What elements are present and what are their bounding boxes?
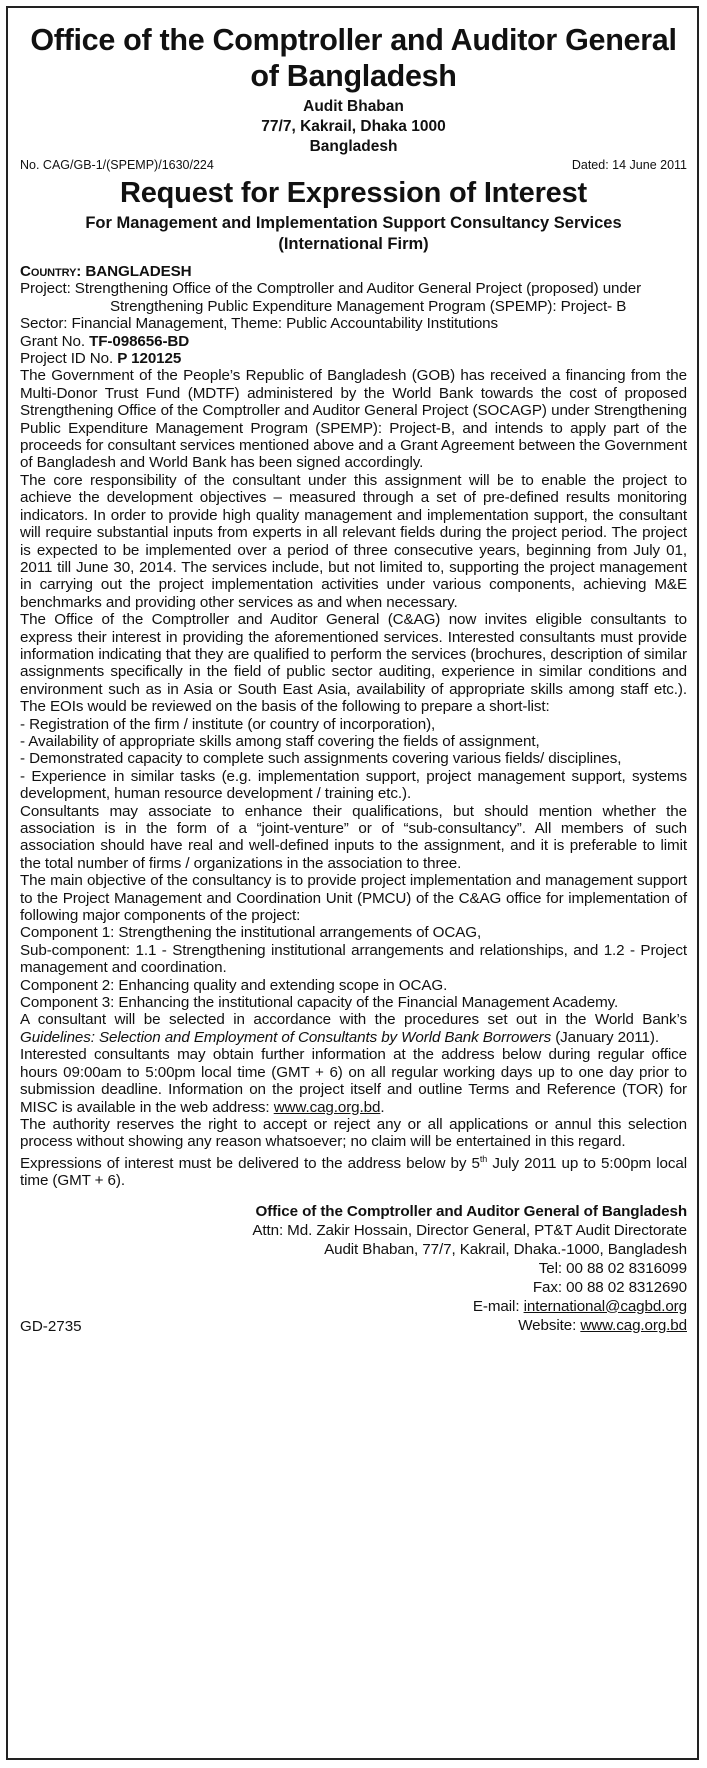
org-title [20,22,687,94]
signature-email [20,1297,687,1316]
project-line1: Project: Strengthening Office of the Comptroller and Auditor General Project (proposed) under [20,280,642,298]
paragraph-invitation: The Office of the Comptroller and Auditor General (C&AG) now invites eligible consultants to express their interest in providing the aforementioned services. Interested consultants must provide information indicating that they are qualified to perform the services (brochures, description of similar assignments specifically in the field of public sector auditing, experience in similar conditions and environment such as in Asia or South East Asia, availability of appropriate skills among staff etc.). The EOIs would be reviewed on the basis of the following to prepare a short-list: [20,611,687,716]
selection-date: (January 2011). [555,1028,659,1046]
deadline-text-end: July 2011 up to 5:00pm local time (GMT + 6). [20,1154,687,1190]
criteria-item: - Demonstrated capacity to complete such assignments covering various fields/ disciplines, [20,750,622,768]
org-address [20,97,687,157]
criteria-item: - Registration of the firm / institute (or country of incorporation), [20,715,436,733]
component-3: Component 3: Enhancing the institutional capacity of the Financial Management Academy. [20,994,619,1012]
signature-website [20,1316,687,1335]
sector-line: Sector: Financial Management, Theme: Public Accountability Institutions [20,315,499,333]
signature-fax: Fax: 00 88 02 8312690 [532,1278,687,1296]
component-1: Component 1: Strengthening the institutional arrangements of OCAG, [20,924,482,942]
grant-label: Grant No. [20,332,85,350]
subtitle-line1: For Management and Implementation Support Consultancy Services [85,214,622,232]
deadline-sup: th [479,1153,488,1164]
project-id-value: P 120125 [117,350,182,368]
signature-tel: Tel: 00 88 02 8316099 [538,1259,687,1277]
notice-body [20,263,687,1190]
signature-block [20,1202,687,1335]
notice-subtitle [20,213,687,255]
criteria-item: - Availability of appropriate skills among staff covering the fields of assignment, [20,732,540,750]
deadline-text: Expressions of interest must be delivered to the address below by 5 [20,1154,480,1172]
address-line3: Bangladesh [309,138,398,155]
sub-component: Sub-component: 1.1 - Strengthening institutional arrangements and relationships, and 1.2 - Project management and coordination. [20,941,687,977]
grant-value: TF-098656-BD [89,332,190,350]
signature-block-wrap [20,1202,687,1335]
notice-title: Request for Expression of Interest [120,177,587,209]
website-link[interactable]: www.cag.org.bd [273,1098,381,1116]
grant-line [20,333,687,350]
selection-text: A consultant will be selected in accordance with the procedures set out in the World Bank’s [20,1011,687,1029]
notice-content [20,22,687,1335]
footer-code: GD-2735 [20,1317,82,1335]
criteria-item: - Experience in similar tasks (e.g. implementation support, project management support, systems development, human resource development / training etc.). [20,767,687,803]
address-line2: 77/7, Kakrail, Dhaka 1000 [261,118,446,135]
signature-attn: Attn: Md. Zakir Hossain, Director General, PT&T Audit Directorate [252,1221,687,1239]
paragraph-association: Consultants may associate to enhance their qualifications, but should mention whether the association is in the form of a “joint-venture” or of “sub-consultancy”. All members of such association should have real and well-defined inputs to the assignment, and it is preferable to limit the total number of firms / organizations in the association to three. [20,802,687,872]
paragraph-information: Interested consultants may obtain further information at the address below during regular office hours 09:00am to 5:00pm local time (GMT + 6) on all regular working days up to one day prior to submission deadline. Information on the project itself and outline Terms and Reference (TOR) for MISC is available in the web address: www.cag.org.bd. [20,1046,687,1116]
reference-line [20,158,687,173]
paragraph-deadline [20,1151,687,1190]
email-link[interactable]: international@cagbd.org [523,1297,687,1315]
signature-website-link[interactable]: www.cag.org.bd [580,1316,687,1334]
paragraph-responsibility: The core responsibility of the consultant under this assignment will be to enable the project to achieve the development objectives – measured through a set of pre-defined results monitoring indicators. In order to provide high quality management and implementation support, the consultant will require substantial inputs from experts in all relevant fields during the project period. The project is expected to be implemented over a period of three consecutive years, beginning from July 01, 2011 till June 30, 2014. The services include, but not limited to, supporting the project management in carrying out the project implementation activities under various components, achieving M&E benchmarks and providing other services as and when necessary. [20,471,687,611]
paragraph-selection [20,1011,687,1046]
information-text: Interested consultants may obtain further information at the address below during regular office hours 09:00am to 5:00pm local time (GMT + 6) on all regular working days up to one day prior to submission deadline. Information on the project itself and outline Terms and Reference (TOR) for MISC is available in the web address: [20,1046,687,1116]
org-title-line1: Office of the Comptroller and Auditor General [30,23,677,57]
project-id-line [20,350,687,367]
org-title-line2: of Bangladesh [250,59,457,93]
country-line [20,263,687,280]
subtitle-line2: (International Firm) [278,235,429,253]
date: Dated: 14 June 2011 [571,158,687,172]
paragraph-objective: The main objective of the consultancy is to provide project implementation and management support to the Project Management and Coordination Unit (PMCU) of the C&AG office for implementation of following major components of the project: [20,872,687,925]
project-line2: Strengthening Public Expenditure Management Program (SPEMP): Project- B [110,297,627,315]
signature-address: Audit Bhaban, 77/7, Kakrail, Dhaka.-1000, Bangladesh [324,1240,687,1258]
signature-office: Office of the Comptroller and Auditor General of Bangladesh [255,1202,687,1220]
email-label: E-mail: [472,1297,520,1315]
paragraph-financing: The Government of the People’s Republic of Bangladesh (GOB) has received a financing from the Multi-Donor Trust Fund (MDTF) administered by the World Bank towards the cost of proposed Strengthening Office of the Comptroller and Auditor General Project (SOCAGP) under Strengthening Public Expenditure Management Program (SPEMP): Project-B, and intends to apply part of the proceeds for consultant services mentioned above and a Grant Agreement between the Government of Bangladesh and World Bank has been signed accordingly. [20,367,687,472]
notice-border [6,6,699,1760]
reference-number: No. CAG/GB-1/(SPEMP)/1630/224 [20,158,214,172]
country-value: BANGLADESH [85,263,192,280]
paragraph-authority: The authority reserves the right to accept or reject any or all applications or annul this selection process without showing any reason whatsoever; no claim will be entertained in this regard. [20,1115,687,1151]
component-2: Component 2: Enhancing quality and extending scope in OCAG. [20,976,448,994]
project-id-label: Project ID No. [20,350,114,368]
address-line1: Audit Bhaban [303,98,404,115]
guidelines-title: Guidelines: Selection and Employment of Consultants by World Bank Borrowers [20,1028,552,1046]
country-label: Country: [20,263,82,280]
website-label: Website: [518,1316,577,1334]
